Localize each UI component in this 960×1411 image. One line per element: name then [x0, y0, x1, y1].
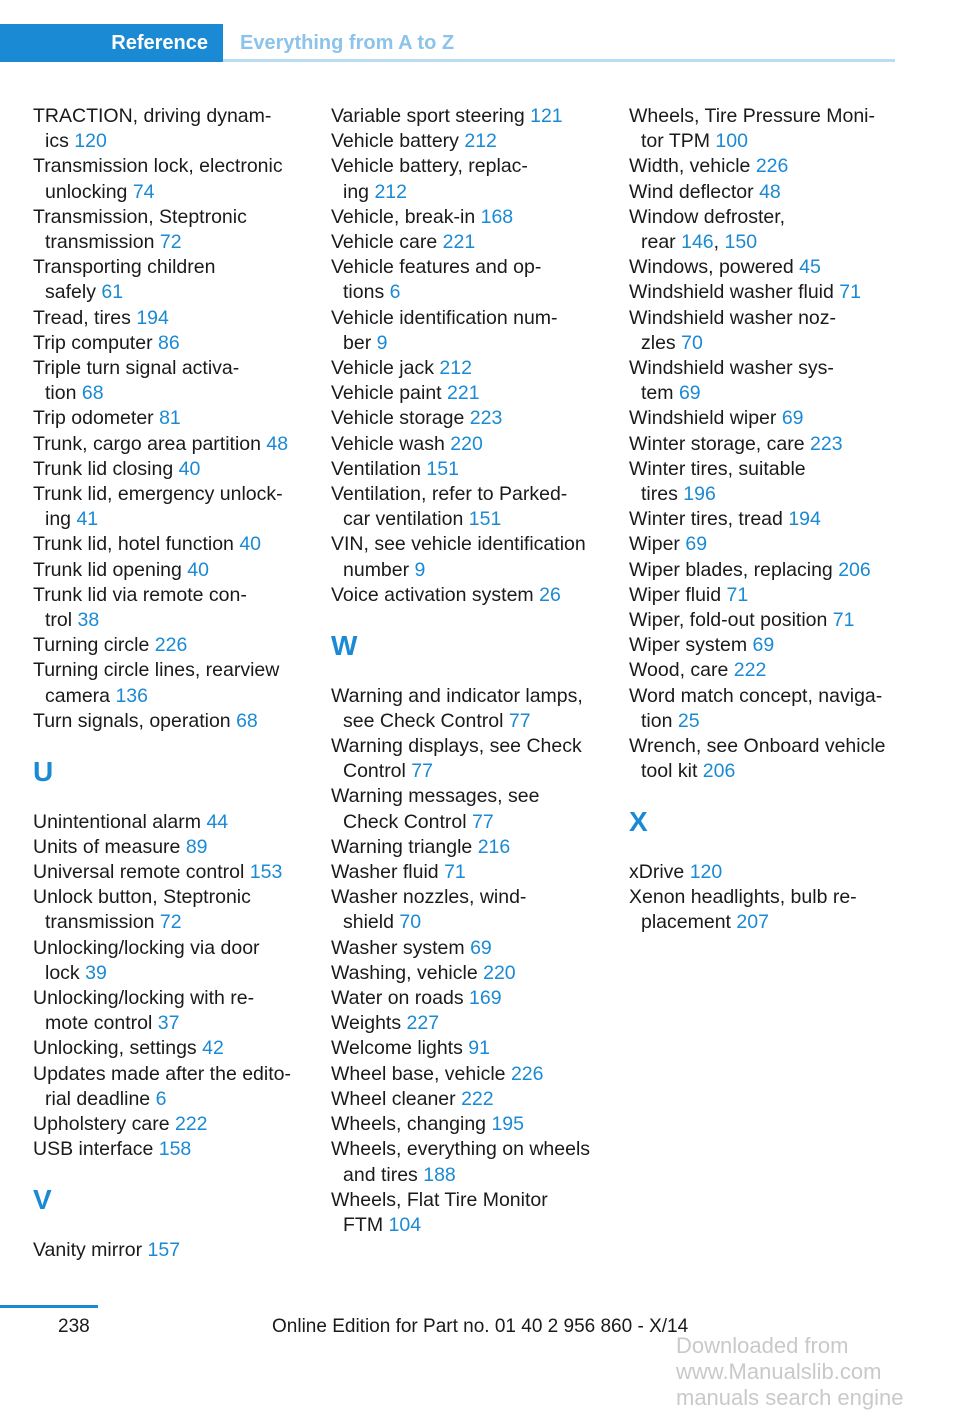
- entry-term: and tires: [343, 1163, 418, 1186]
- index-entry: [33, 356, 303, 406]
- entry-term: FTM: [343, 1213, 384, 1236]
- index-entry: [629, 306, 897, 356]
- entry-term: Winter storage, care: [629, 432, 805, 455]
- entry-term: Trip computer: [33, 331, 153, 354]
- entry-term: Windshield washer fluid: [629, 281, 834, 304]
- page-reference-link[interactable]: 146: [681, 231, 714, 254]
- entry-term: Trunk lid, hotel function: [33, 533, 234, 556]
- index-entry: [629, 633, 897, 658]
- entry-term: Vehicle jack: [331, 357, 434, 380]
- entry-term: Universal remote control: [33, 861, 245, 884]
- page-reference-link[interactable]: 72: [159, 231, 182, 254]
- page-reference-link[interactable]: 216: [477, 835, 511, 858]
- entry-term: Warning and indicator lamps,: [331, 684, 583, 707]
- entry-term: Control: [343, 760, 406, 783]
- entry-term: VIN, see vehicle identification: [331, 533, 586, 556]
- watermark: Downloaded from www.Manualslib.com manuals search engine: [676, 1333, 904, 1410]
- index-entry: [33, 104, 303, 154]
- index-entry: [629, 457, 897, 507]
- page-reference-link[interactable]: 169: [469, 987, 502, 1010]
- entry-term: Units of measure: [33, 835, 181, 858]
- page-reference-link[interactable]: 81: [159, 407, 181, 430]
- entry-term: Windshield wiper: [629, 407, 777, 430]
- index-column-2: [331, 104, 603, 1238]
- page-reference-link[interactable]: 91: [468, 1037, 490, 1060]
- page-reference-link[interactable]: 120: [689, 861, 723, 884]
- entry-term: Weights: [331, 1012, 402, 1035]
- index-entry: [629, 280, 897, 305]
- index-entry: [629, 684, 897, 734]
- index-entry: [331, 205, 603, 230]
- page-reference-link[interactable]: 168: [480, 205, 514, 228]
- page-reference-link[interactable]: 194: [136, 306, 169, 329]
- page-reference-link[interactable]: 9: [376, 331, 388, 354]
- entry-term: ing: [343, 180, 370, 203]
- entry-term: Check Control: [343, 810, 467, 833]
- entry-term: safely: [45, 281, 96, 304]
- page-reference-link[interactable]: 136: [115, 684, 148, 707]
- index-entry: [33, 860, 303, 885]
- page-reference-link[interactable]: 222: [733, 659, 767, 682]
- page-reference-link[interactable]: 153: [249, 861, 283, 884]
- index-entry: [629, 608, 897, 633]
- index-entry: [33, 1112, 303, 1137]
- entry-term: rear: [641, 231, 676, 254]
- entry-term: Washer system: [331, 936, 465, 959]
- page-reference-link[interactable]: 37: [157, 1012, 180, 1035]
- entry-term: transmission: [45, 231, 155, 254]
- page-reference-link[interactable]: 207: [736, 911, 769, 934]
- index-entry: [629, 432, 897, 457]
- index-entry: [33, 205, 303, 255]
- entry-term: Windshield washer sys-: [629, 357, 834, 380]
- index-letter-heading: X: [629, 806, 648, 838]
- index-letter-heading: U: [33, 755, 54, 787]
- header-divider: [223, 59, 895, 62]
- header-section-title: Everything from A to Z: [240, 32, 455, 54]
- entry-term: Triple turn signal activa-: [33, 357, 240, 380]
- entry-term: Vehicle wash: [331, 432, 445, 455]
- page-reference-link[interactable]: 44: [206, 810, 229, 833]
- entry-term: Vehicle battery: [331, 130, 459, 153]
- page-reference-link[interactable]: 220: [483, 961, 516, 984]
- index-entry: [331, 1062, 603, 1087]
- entry-term: Warning triangle: [331, 835, 473, 858]
- page-reference-link[interactable]: 69: [781, 407, 804, 430]
- index-entry: [629, 255, 897, 280]
- entry-term: Winter tires, tread: [629, 508, 783, 531]
- page-reference-link[interactable]: 226: [154, 634, 188, 657]
- edition-note: Online Edition for Part no. 01 40 2 956 860 - X/14: [272, 1316, 689, 1337]
- index-letter-heading: V: [33, 1184, 52, 1216]
- index-entry: [331, 306, 603, 356]
- index-entry: [331, 885, 603, 935]
- entry-term: Wiper: [629, 533, 680, 556]
- index-entry: [629, 558, 897, 583]
- entry-term: Trunk lid via remote con-: [33, 583, 247, 606]
- page-reference-link[interactable]: 26: [539, 583, 561, 606]
- entry-term: Wheels, Flat Tire Monitor: [331, 1188, 548, 1211]
- page-reference-link[interactable]: 226: [510, 1062, 544, 1085]
- page-reference-link[interactable]: 40: [178, 457, 201, 480]
- index-entry: [33, 457, 303, 482]
- index-entry: [331, 583, 603, 608]
- page-reference-link[interactable]: 222: [461, 1087, 494, 1110]
- page-reference-link[interactable]: 42: [202, 1037, 224, 1060]
- index-column-1: [33, 104, 303, 1263]
- entry-term: Washer nozzles, wind-: [331, 886, 527, 909]
- entry-term: number: [343, 558, 410, 581]
- entry-term: camera: [45, 684, 111, 707]
- page-reference-link[interactable]: 61: [101, 281, 124, 304]
- page-reference-link[interactable]: 86: [157, 331, 180, 354]
- index-entry: [331, 684, 603, 734]
- entry-term: Vehicle features and op-: [331, 256, 542, 279]
- entry-term: placement: [641, 911, 731, 934]
- page-reference-link[interactable]: 74: [132, 180, 155, 203]
- entry-term: Variable sport steering: [331, 105, 525, 127]
- page-reference-link[interactable]: 69: [752, 634, 775, 657]
- page-reference-link[interactable]: 38: [77, 609, 100, 632]
- page-reference-link[interactable]: 223: [469, 407, 503, 430]
- index-entry: [33, 1036, 303, 1061]
- index-entry: [33, 885, 303, 935]
- index-entry: [331, 835, 603, 860]
- page-reference-link[interactable]: 77: [508, 709, 531, 732]
- page-reference-link[interactable]: 41: [76, 508, 99, 531]
- page-reference-link[interactable]: 6: [389, 281, 401, 304]
- index-entry: [331, 1137, 603, 1187]
- entry-term: tor TPM: [641, 130, 710, 153]
- entry-term: Wheel base, vehicle: [331, 1062, 506, 1085]
- index-entry: [629, 507, 897, 532]
- index-entry: [331, 457, 603, 482]
- index-entry: [33, 1137, 303, 1162]
- page-reference-link[interactable]: 157: [147, 1239, 181, 1262]
- page-reference-link[interactable]: 221: [447, 382, 480, 405]
- entry-term: Unlocking/locking with re-: [33, 987, 255, 1010]
- entry-term: ing: [45, 508, 72, 531]
- entry-term: Turning circle lines, rearview: [33, 659, 280, 682]
- page-reference-link[interactable]: 222: [174, 1113, 208, 1136]
- index-entry: [33, 583, 303, 633]
- entry-term: Trunk lid, emergency unlock-: [33, 483, 283, 506]
- entry-term: Ventilation: [331, 457, 421, 480]
- page-reference-link[interactable]: 48: [759, 180, 781, 203]
- index-entry: [331, 986, 603, 1011]
- entry-term: shield: [343, 911, 394, 934]
- entry-term: trol: [45, 609, 73, 632]
- page-reference-link[interactable]: 39: [85, 961, 107, 984]
- entry-term: Transmission, Steptronic: [33, 205, 247, 228]
- page-reference-link[interactable]: 158: [158, 1138, 192, 1161]
- entry-term: Vehicle battery, replac-: [331, 155, 528, 178]
- entry-term: Water on roads: [331, 987, 464, 1010]
- entry-term: Wheels, changing: [331, 1113, 487, 1136]
- entry-term: Word match concept, naviga-: [629, 684, 883, 707]
- index-entry: [33, 482, 303, 532]
- entry-term: Washing, vehicle: [331, 961, 478, 984]
- entry-term: Wiper, fold-out position: [629, 609, 828, 632]
- index-entry: [331, 961, 603, 986]
- entry-term: Tread, tires: [33, 306, 131, 329]
- page-reference-link[interactable]: 70: [399, 911, 422, 934]
- index-entry: [331, 356, 603, 381]
- entry-term: Voice activation system: [331, 583, 534, 606]
- index-entry: [331, 230, 603, 255]
- entry-term: transmission: [45, 911, 155, 934]
- page-reference-link[interactable]: 151: [426, 457, 459, 480]
- index-entry: [629, 885, 897, 935]
- entry-term: zles: [641, 331, 676, 354]
- index-entry: [33, 154, 303, 204]
- entry-term: Turn signals, operation: [33, 709, 231, 732]
- entry-term: Wheel cleaner: [331, 1087, 456, 1110]
- index-entry: [331, 860, 603, 885]
- page-reference-link[interactable]: 71: [832, 609, 855, 632]
- page-reference-link[interactable]: 77: [411, 760, 433, 783]
- entry-term: Unlocking/locking via door: [33, 936, 260, 959]
- page-reference-link[interactable]: 206: [838, 558, 871, 581]
- index-entry: [331, 1011, 603, 1036]
- index-entry: [331, 784, 603, 834]
- entry-term: Welcome lights: [331, 1037, 463, 1060]
- entry-term: Vehicle identification num-: [331, 306, 558, 329]
- entry-term: Vehicle paint: [331, 382, 442, 405]
- page-reference-link[interactable]: 71: [726, 583, 749, 606]
- index-entry: [33, 406, 303, 431]
- page-reference-link[interactable]: 69: [685, 533, 708, 556]
- page-reference-link[interactable]: 221: [442, 231, 476, 254]
- page-reference-link[interactable]: 226: [755, 155, 789, 178]
- index-entry: [331, 532, 603, 582]
- footer-rule: [0, 1305, 98, 1308]
- entry-term: ber: [343, 331, 372, 354]
- page-reference-link[interactable]: 25: [677, 709, 700, 732]
- page-reference-link[interactable]: 70: [681, 331, 703, 354]
- entry-term: Warning messages, see: [331, 785, 540, 808]
- entry-term: Trunk lid opening: [33, 558, 182, 581]
- entry-term: tions: [343, 281, 385, 304]
- entry-term: Wiper blades, replacing: [629, 558, 833, 581]
- index-entry: [331, 381, 603, 406]
- entry-term: USB interface: [33, 1138, 154, 1161]
- page-reference-link[interactable]: 89: [185, 835, 208, 858]
- entry-term: mote control: [45, 1012, 153, 1035]
- page-reference-link[interactable]: 100: [715, 130, 748, 153]
- entry-term: tem: [641, 382, 674, 405]
- entry-term: tires: [641, 483, 678, 506]
- index-entry: [331, 104, 603, 129]
- index-entry: [33, 1062, 303, 1112]
- index-entry: [33, 658, 303, 708]
- entry-term: Transmission lock, electronic: [33, 155, 283, 178]
- page-reference-link[interactable]: 68: [236, 709, 258, 732]
- index-entry: [629, 104, 897, 154]
- page-header: [0, 24, 895, 62]
- page-reference-link[interactable]: 104: [388, 1213, 422, 1236]
- entry-term: tion: [45, 382, 77, 405]
- index-entry: [33, 255, 303, 305]
- entry-term: ics: [45, 130, 69, 153]
- entry-term: Windshield washer noz-: [629, 306, 837, 329]
- index-entry: [331, 255, 603, 305]
- page-reference-link[interactable]: 45: [799, 256, 821, 279]
- page-reference-link[interactable]: 69: [678, 382, 701, 405]
- index-entry: [331, 1112, 603, 1137]
- index-entry: [33, 709, 303, 734]
- index-entry: [331, 154, 603, 204]
- index-column-3: [629, 104, 897, 936]
- entry-term: Upholstery care: [33, 1113, 170, 1136]
- page-reference-link[interactable]: 71: [444, 861, 466, 884]
- index-entry: [629, 356, 897, 406]
- index-entry: [33, 558, 303, 583]
- index-entry: [33, 936, 303, 986]
- page-reference-link[interactable]: 188: [423, 1163, 456, 1186]
- entry-term: Wiper system: [629, 634, 748, 657]
- entry-term: tion: [641, 709, 673, 732]
- page-reference-link[interactable]: 206: [702, 760, 736, 783]
- page-reference-link[interactable]: 48: [266, 432, 289, 455]
- page-reference-link[interactable]: 71: [839, 281, 861, 304]
- entry-term: Wrench, see Onboard vehicle: [629, 735, 886, 758]
- entry-term: Turning circle: [33, 634, 150, 657]
- entry-term: Wheels, Tire Pressure Moni-: [629, 105, 875, 127]
- header-tab-reference: Reference: [0, 24, 223, 62]
- page-reference-link[interactable]: 195: [491, 1113, 524, 1136]
- index-entry: [629, 734, 897, 784]
- entry-term: TRACTION, driving dynam-: [33, 105, 272, 127]
- index-entry: [331, 406, 603, 431]
- index-entry: [33, 810, 303, 835]
- page-reference-link[interactable]: 120: [74, 130, 107, 153]
- index-entry: [331, 482, 603, 532]
- index-entry: [33, 835, 303, 860]
- index-entry: [331, 129, 603, 154]
- page-reference-link[interactable]: 69: [470, 936, 492, 959]
- entry-term: Unintentional alarm: [33, 810, 202, 833]
- entry-term: Wood, care: [629, 659, 729, 682]
- page-reference-link[interactable]: 212: [464, 130, 497, 153]
- entry-term: Unlock button, Steptronic: [33, 886, 251, 909]
- index-entry: [331, 936, 603, 961]
- entry-term: Washer fluid: [331, 861, 439, 884]
- page-reference-link[interactable]: 40: [187, 558, 209, 581]
- page-reference-link[interactable]: 194: [788, 508, 821, 531]
- entry-term: Winter tires, suitable: [629, 457, 806, 480]
- page-reference-link[interactable]: 223: [810, 432, 843, 455]
- entry-term: Updates made after the edito-: [33, 1062, 291, 1085]
- index-entry: [331, 1087, 603, 1112]
- entry-term: tool kit: [641, 760, 698, 783]
- index-entry: [629, 532, 897, 557]
- entry-term: Vehicle care: [331, 231, 438, 254]
- entry-term: Width, vehicle: [629, 155, 751, 178]
- page-reference-link[interactable]: 151: [468, 508, 502, 531]
- entry-term: lock: [45, 961, 80, 984]
- index-entry: [33, 331, 303, 356]
- index-entry: [629, 180, 897, 205]
- entry-term: Trunk, cargo area partition: [33, 432, 261, 455]
- entry-term: Wiper fluid: [629, 583, 722, 606]
- entry-term: Transporting children: [33, 256, 216, 279]
- page-reference-link[interactable]: 40: [239, 533, 262, 556]
- entry-term: Warning displays, see Check: [331, 735, 582, 758]
- index-entry: [33, 633, 303, 658]
- entry-term: Trunk lid closing: [33, 457, 174, 480]
- entry-term: unlocking: [45, 180, 128, 203]
- entry-term: Window defroster,: [629, 205, 786, 228]
- index-entry: [331, 734, 603, 784]
- page-reference-link[interactable]: 6: [155, 1087, 167, 1110]
- index-letter-heading: W: [331, 629, 358, 661]
- entry-term: car ventilation: [343, 508, 464, 531]
- index-entry: [629, 658, 897, 683]
- entry-term: Vehicle storage: [331, 407, 465, 430]
- page-reference-link[interactable]: 121: [530, 105, 563, 127]
- index-entry: [33, 306, 303, 331]
- entry-term: Ventilation, refer to Parked-: [331, 483, 568, 506]
- index-entry: [33, 432, 303, 457]
- index-entry: [629, 154, 897, 179]
- index-entry: Window defroster, rear 146, 150: [629, 205, 786, 254]
- index-entry: [331, 432, 603, 457]
- index-entry: [629, 860, 897, 885]
- entry-term: Vehicle, break-in: [331, 205, 476, 228]
- page-number: 238: [58, 1316, 90, 1337]
- entry-term: Unlocking, settings: [33, 1037, 197, 1060]
- entry-term: Vanity mirror: [33, 1239, 143, 1262]
- entry-term: Trip odometer: [33, 407, 154, 430]
- index-entry: [629, 583, 897, 608]
- page-reference-link[interactable]: 68: [81, 382, 104, 405]
- index-entry: [33, 986, 303, 1036]
- index-entry: [331, 1036, 603, 1061]
- entry-term: xDrive: [629, 861, 685, 884]
- page-reference-link[interactable]: 196: [683, 483, 716, 506]
- page-reference-link[interactable]: 77: [471, 810, 494, 833]
- page-reference-link[interactable]: 9: [414, 558, 426, 581]
- entry-term: see Check Control: [343, 709, 504, 732]
- entry-term: Windows, powered: [629, 256, 794, 279]
- entry-term: rial deadline: [45, 1087, 151, 1110]
- page-reference-link[interactable]: 212: [439, 357, 472, 380]
- index-entry: [33, 1238, 303, 1263]
- page-reference-link[interactable]: 72: [159, 911, 182, 934]
- page-reference-link[interactable]: 220: [450, 432, 483, 455]
- index-entry: [629, 406, 897, 431]
- entry-term: Wind deflector: [629, 180, 754, 203]
- index-entry: [331, 1188, 603, 1238]
- index-entry: [33, 532, 303, 557]
- page-reference-link[interactable]: 150: [724, 231, 758, 254]
- entry-term: Xenon headlights, bulb re-: [629, 886, 857, 909]
- entry-term: Wheels, everything on wheels: [331, 1138, 591, 1161]
- page-reference-link[interactable]: 212: [374, 180, 407, 203]
- page-reference-link[interactable]: 227: [406, 1012, 440, 1035]
